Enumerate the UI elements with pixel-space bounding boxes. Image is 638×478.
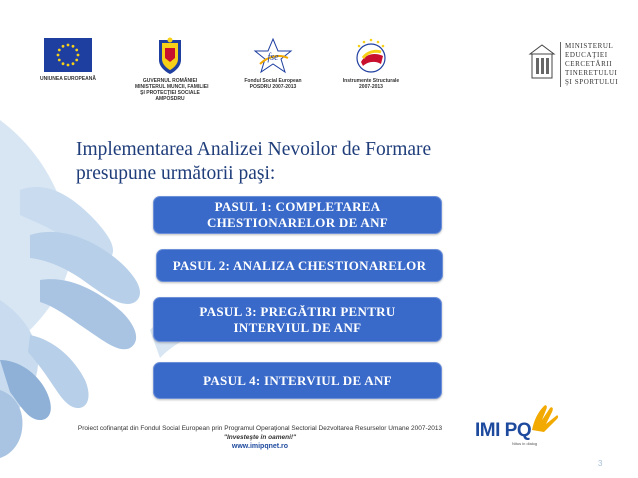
gov-caption-2: MINISTERUL MUNCII, FAMILIEI [135,84,209,90]
step-3-line-1: PASUL 3: PREGĂTIRI PENTRU [199,303,396,319]
step-2-box [156,249,443,282]
step-1-box [153,196,442,234]
footer-slogan: "Investeşte în oameni!" [223,434,297,441]
step-3-line-2: INTERVIUL DE ANF [233,319,362,335]
slide-title-line-2: presupune următorii paşi: [76,163,276,184]
slide-title-line-1: Implementarea Analizei Nevoilor de Formare [76,139,432,160]
imipq-logo-text: IMI PQ [475,420,532,441]
step-3-box [153,297,442,342]
gov-caption-4: AMPOSDRU [155,96,185,102]
footer-website[interactable]: www.imipqnet.ro [231,443,289,450]
fse-logo [238,36,308,90]
svg-text:fse: fse [267,52,279,63]
gov-caption-3: ŞI PROTECŢIEI SOCIALE [140,90,200,96]
step-1-line-2: CHESTIONARELOR DE ANF [206,215,389,230]
eu-flag-icon [44,38,92,72]
gov-logo [135,36,209,102]
page-number: 3 [598,459,603,468]
ministry-line-5: ŞI SPORTULUI [565,78,619,86]
fse-caption-1: Fondul Social European [244,78,302,84]
ministry-line-2: EDUCAŢIEI [565,51,608,59]
step-2-line-1: PASUL 2: ANALIZA CHESTIONARELOR [172,257,427,273]
ministry-name [560,42,618,87]
is-caption-1: Instrumente Structurale [342,78,400,84]
step-4-box [153,362,442,399]
ministry-crest-icon [528,42,556,82]
imipq-tagline: Nitus in dialog [512,441,538,446]
ministry-line-4: TINERETULUI [565,69,618,77]
footer-cofinance: Proiect cofinanţat din Fondul Social European prin Programul Operaţional Sectorial Dezvoltarea Resurselor Umane 2007-2013 [77,425,443,432]
is-logo [336,36,406,90]
fse-star-icon [252,36,294,76]
step-4-line-1: PASUL 4: INTERVIUL DE ANF [203,372,392,388]
structural-instruments-icon [351,36,391,76]
step-1-line-1: PASUL 1: COMPLETAREA [214,199,381,214]
eu-caption: UNIUNEA EUROPEANĂ [40,76,96,82]
eu-logo [30,38,106,82]
fse-caption-2: POSDRU 2007-2013 [249,84,297,90]
coat-of-arms-icon [155,36,185,76]
ministry-line-3: CERCETĂRII [565,60,613,68]
ministry-line-1: MINISTERUL [565,42,614,50]
slide-title [76,138,506,186]
gov-caption-1: GUVERNUL ROMÂNIEI [142,78,198,84]
is-caption-2: 2007-2013 [359,84,383,90]
